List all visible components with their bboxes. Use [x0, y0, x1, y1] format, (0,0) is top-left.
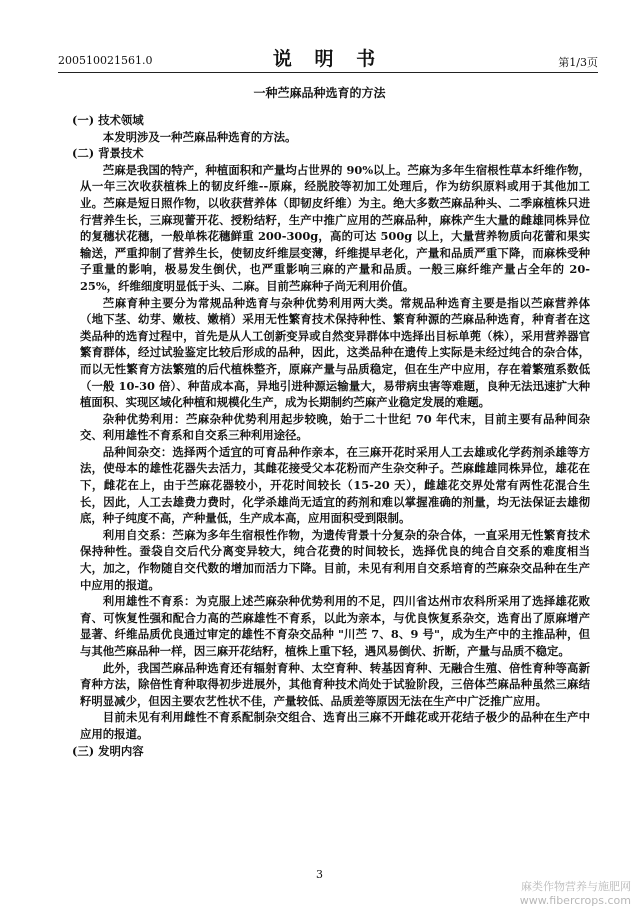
section-heading-invention-content: (三) 发明内容 — [72, 743, 144, 758]
watermark — [520, 880, 631, 908]
paragraph: 苎麻育种主要分为常规品种选育与杂种优势利用两大类。常规品种选育主要是指以苎麻营养体（地下茎、幼芽、嫩枝、嫩梢）采用无性繁育技术保持种性、繁育种源的苎麻品种选育，种育者在这类品种的选育过程中，首先是从人工创新变异或自然变异群体中选择出目标单蔸（株），采用营养器官繁育群体，经过试验鉴定比较后形成的品种，因此，这类品种在遗传上实际是未经过纯合的杂合体，而以无性繁育方法繁殖的后代植株整齐，原麻产量与品质稳定，但在生产中应用，存在着繁殖系数低（一般 10-30 倍）、种苗成本高，异地引进种源运输量大，易带病虫害等难题，良种无法迅速扩大种植面积、实现区域化种植和规模化生产，成为长期制约苎麻产业稳定发展的难题。 — [80, 295, 590, 410]
paragraph: 杂种优势利用：苎麻杂种优势利用起步较晚，始于二十世纪 70 年代末，目前主要有品种间杂交、利用雄性不育系和自交系三种利用途径。 — [80, 411, 590, 443]
header-title: 说 明 书 — [272, 48, 384, 70]
paragraph: 利用雄性不育系：为克服上述苎麻杂种优势利用的不足，四川省达州市农科所采用了选择雄花败育、可恢复性强和配合力高的苎麻雄性不育系，以此为亲本，与优良恢复系杂交，选育出了原麻增产显著、纤维品质优良通过审定的雄性不育杂交品种 "川苎 7、8、9 号"，成为生产中的主推品种，但与其他苎麻品种一样，因三麻开花结籽，植株上重下轻，遇风易倒伏、折断，产量与品质不稳定。 — [80, 594, 590, 658]
paragraph: 目前未见有利用雌性不育系配制杂交组合、选育出三麻不开雌花或开花结子极少的品种在生产中应用的报道。 — [80, 710, 590, 741]
section-heading-background: (二) 背景技术 — [72, 146, 144, 161]
document-body — [72, 112, 590, 759]
page-number: 3 — [316, 868, 323, 881]
paragraph: 此外，我国苎麻品种选育还有辐射育种、太空育种、转基因育种、无融合生殖、倍性育种等高新育种方法，除倍性育种取得初步进展外，其他育种技术尚处于试验阶段，三倍体苎麻品种虽然三麻结籽明显减少，但因主要农艺性状不佳，产量较低、品质差等原因无法在生产中广泛推广应用。 — [80, 660, 590, 708]
header-divider — [58, 72, 598, 73]
paragraph: 利用自交系：苎麻为多年生宿根性作物，为遗传背景十分复杂的杂合体，一直采用无性繁育技术保持种性。蚕袋自交后代分离变异较大，纯合花费的时间较长，选择优良的纯合自交系的难度相当大，加之，作物随自交代数的增加而活力下降。目前，未见有利用自交系培育的苎麻杂交品种在生产中应用的报道。 — [80, 527, 590, 592]
watermark-url: www.fibercrops.com — [519, 894, 631, 907]
paragraph: 苎麻是我国的特产，种植面积和产量均占世界的 90%以上。苎麻为多年生宿根性草本纤维作物，从一年三次收获植株上的韧皮纤维--原麻，经脱胶等初加工处理后，作为纺织原料或用于其他加工业。苎麻是短日照作物，以收获营养体（即韧皮纤维）为主。绝大多数苎麻品种头、二季麻植株只进行营养生长，三麻现蕾开花、授粉结籽，生产中推广应用的苎麻品种，麻株产生大量的雌雄同株异位的复穗状花穗，一般单株花穗鲜重 200-300g，高的可达 500g 以上，大量营养物质向花蕾和果实输送，严重抑制了营养生长，使韧皮纤维层变薄，纤维提早老化，产量和品质严重下降，而麻株受种子重量的影响，极易发生倒伏，也严重影响三麻的产量和品质。一般三麻纤维产量占全年的 20-25%，纤维细度明显低于头、二麻。目前苎麻种子尚无利用价值。 — [80, 162, 590, 293]
paragraph: 品种间杂交：选择两个适宜的可育品种作亲本，在三麻开花时采用人工去雄或化学药剂杀雄等方法，使母本的雄性花器失去活力，其雌花接受父本花粉而产生杂交种子。苎麻雌雄同株异位，雄花在下，雌花在上，由于苎麻花器较小，开花时间较长（15-20 天），雌雄花交界处常有两性花混合生长，因此，人工去雄费力费时，化学杀雄尚无适宜的药剂和难以掌握准确的剂量，均无法保证去雄彻底，种子纯度不高，产种量低，生产成本高，应用面积受到限制。 — [80, 444, 590, 526]
page-indicator: 第1/3页 — [558, 56, 598, 69]
paragraph-technical-field: 本发明涉及一种苎麻品种选育的方法。 — [102, 129, 297, 144]
document-number: 200510021561.0 — [58, 54, 153, 67]
page-header — [58, 44, 598, 74]
document-title: 一种苎麻品种选育的方法 — [253, 86, 386, 100]
section-heading-technical-field: (一) 技术领域 — [72, 113, 144, 127]
watermark-site-name: 麻类作物营养与施肥网 — [521, 880, 631, 893]
